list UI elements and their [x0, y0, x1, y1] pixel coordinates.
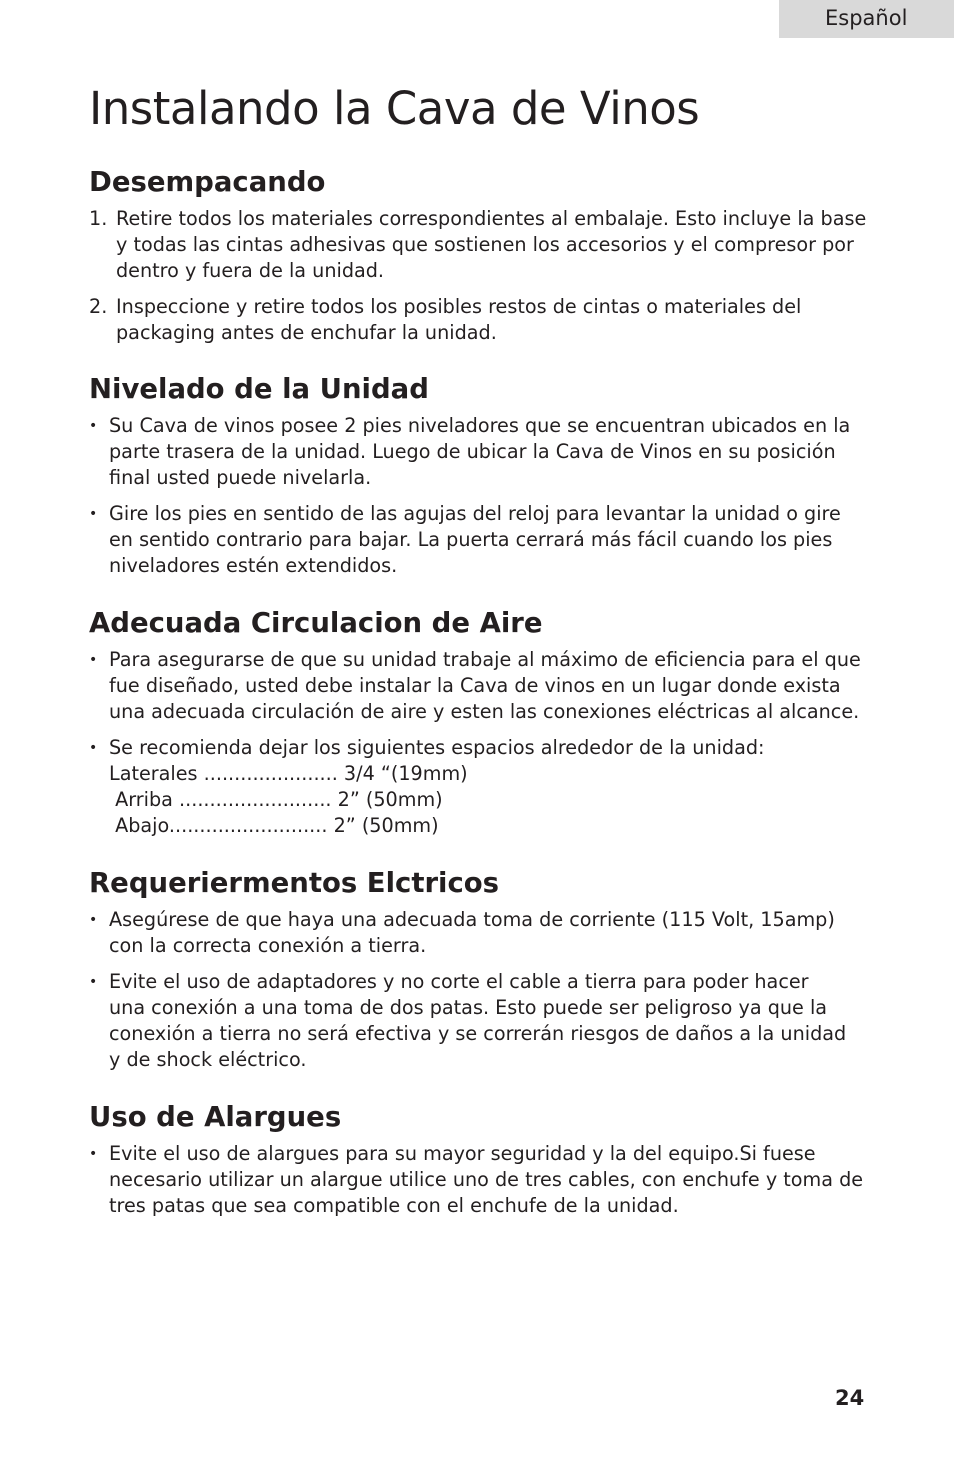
section-uso-alargues — [89, 1101, 879, 1229]
bullet-icon: • — [89, 912, 98, 928]
list-number: 1. — [89, 207, 108, 230]
text-line: fue diseñado, usted debe instalar la Cava de vinos en un lugar donde exista — [109, 674, 841, 697]
section-heading: Uso de Alargues — [89, 1101, 342, 1133]
text-line: Para asegurarse de que su unidad trabaje al máximo de eficiencia para el que — [109, 648, 861, 671]
page-title: Instalando la Cava de Vinos — [89, 82, 700, 135]
text-line: packaging antes de enchufar la unidad. — [116, 321, 497, 344]
text-line: final usted puede nivelarla. — [109, 466, 372, 489]
text-line: necesario utilizar un alargue utilice uno de tres cables, con enchufe y toma de — [109, 1168, 864, 1191]
list-item — [89, 907, 879, 959]
list-item — [89, 206, 879, 284]
text-line: Retire todos los materiales correspondientes al embalaje. Esto incluye la base — [116, 207, 867, 230]
section-heading: Adecuada Circulacion de Aire — [89, 607, 543, 639]
text-line: Asegúrese de que haya una adecuada toma de corriente (115 Volt, 15amp) — [109, 908, 835, 931]
section-nivelado — [89, 373, 879, 589]
page-number: 24 — [835, 1386, 865, 1410]
section-heading: Nivelado de la Unidad — [89, 373, 429, 405]
clearance-arriba: Arriba ......................... 2” (50mm) — [109, 788, 443, 811]
bullet-icon: • — [89, 974, 98, 990]
text-line: Inspeccione y retire todos los posibles restos de cintas o materiales del — [116, 295, 802, 318]
list-item — [89, 735, 879, 839]
text-line: una conexión a una toma de dos patas. Esto puede ser peligroso ya que la — [109, 996, 828, 1019]
text-line: y todas las cintas adhesivas que sostienen los accesorios y el compresor por — [116, 233, 854, 256]
language-tab: Español — [779, 0, 954, 38]
text-line: Evite el uso de alargues para su mayor seguridad y la del equipo.Si fuese — [109, 1142, 816, 1165]
section-heading: Requeriermentos Elctricos — [89, 867, 500, 899]
bullet-icon: • — [89, 506, 98, 522]
text-line: Se recomienda dejar los siguientes espacios alrededor de la unidad: — [109, 736, 765, 759]
text-line: con la correcta conexión a tierra. — [109, 934, 427, 957]
text-line: en sentido contrario para bajar. La puerta cerrará más fácil cuando los pies — [109, 528, 833, 551]
text-line: una adecuada circulación de aire y esten las conexiones eléctricas al alcance. — [109, 700, 860, 723]
list-item — [89, 647, 879, 725]
text-line: tres patas que sea compatible con el enchufe de la unidad. — [109, 1194, 679, 1217]
section-circulacion-aire — [89, 607, 879, 849]
clearance-abajo: Abajo.......................... 2” (50mm) — [109, 814, 439, 837]
list-item — [89, 413, 879, 491]
text-line: Su Cava de vinos posee 2 pies niveladores que se encuentran ubicados en la — [109, 414, 851, 437]
text-line: conexión a tierra no será efectiva y se correrán riesgos de daños a la unidad — [109, 1022, 847, 1045]
text-line: Gire los pies en sentido de las agujas del reloj para levantar la unidad o gire — [109, 502, 841, 525]
section-desempacando — [89, 166, 879, 356]
clearance-laterales: Laterales ...................... 3/4 “(19mm) — [109, 762, 468, 785]
bullet-icon: • — [89, 652, 98, 668]
bullet-icon: • — [89, 418, 98, 434]
list-item — [89, 1141, 879, 1219]
text-line: y de shock eléctrico. — [109, 1048, 307, 1071]
list-item — [89, 969, 879, 1073]
bullet-icon: • — [89, 1146, 98, 1162]
text-line: dentro y fuera de la unidad. — [116, 259, 385, 282]
text-line: Evite el uso de adaptadores y no corte el cable a tierra para poder hacer — [109, 970, 809, 993]
list-number: 2. — [89, 295, 108, 318]
text-line: niveladores estén extendidos. — [109, 554, 398, 577]
list-item — [89, 501, 879, 579]
list-item — [89, 294, 879, 346]
text-line: parte trasera de la unidad. Luego de ubicar la Cava de Vinos en su posición — [109, 440, 836, 463]
section-heading: Desempacando — [89, 166, 326, 198]
section-requerimientos-electricos — [89, 867, 879, 1083]
bullet-icon: • — [89, 740, 98, 756]
